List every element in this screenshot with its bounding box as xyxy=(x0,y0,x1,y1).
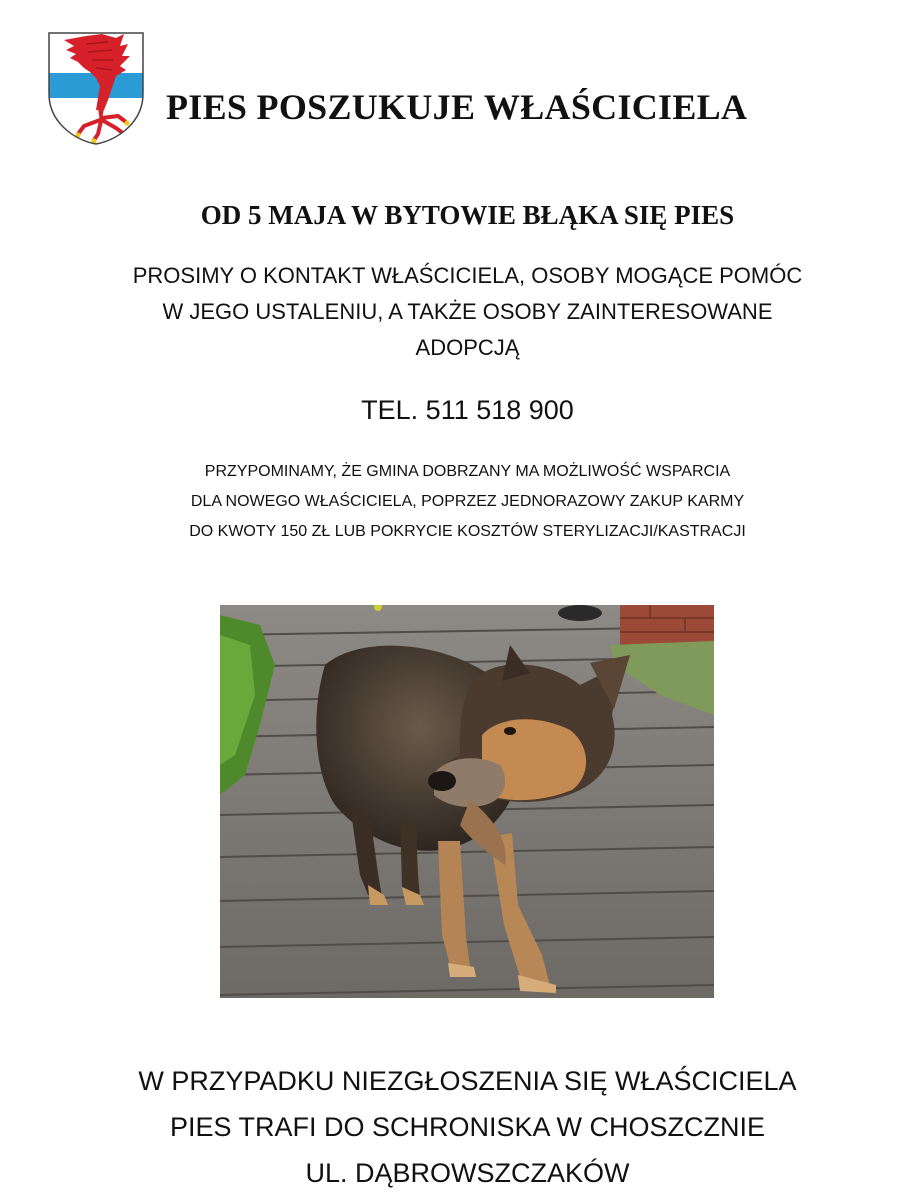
subtitle: OD 5 MAJA W BYTOWIE BŁĄKA SIĘ PIES xyxy=(200,200,735,230)
shelter-notice-line: PIES TRAFI DO SCHRONISKA W CHOSZCZNIE xyxy=(169,1112,766,1142)
support-reminder xyxy=(0,457,905,547)
phone-number: TEL. 511 518 900 xyxy=(361,395,574,425)
reminder-line: DLA NOWEGO WŁAŚCICIELA, POPRZEZ JEDNORAZOWY ZAKUP KARMY xyxy=(190,493,745,510)
crest-logo xyxy=(46,30,146,146)
dog-on-wooden-deck-image xyxy=(220,605,714,998)
shelter-notice-line: W PRZYPADKU NIEZGŁOSZENIA SIĘ WŁAŚCICIELA xyxy=(138,1066,797,1096)
shelter-notice-line: UL. DĄBROWSZCZAKÓW xyxy=(305,1158,630,1188)
contact-request xyxy=(0,258,905,366)
page-title: PIES POSZUKUJE WŁAŚCICIELA xyxy=(166,87,748,127)
reminder-line: PRZYPOMINAMY, ŻE GMINA DOBRZANY MA MOŻLIWOŚĆ WSPARCIA xyxy=(204,463,731,480)
contact-request-line: W JEGO USTALENIU, A TAKŻE OSOBY ZAINTERESOWANE xyxy=(162,299,773,324)
reminder-line: DO KWOTY 150 ZŁ LUB POKRYCIE KOSZTÓW STERYLIZACJI/KASTRACJI xyxy=(189,523,746,540)
coat-of-arms-icon xyxy=(46,30,146,146)
dog-photo xyxy=(220,605,714,998)
shelter-notice xyxy=(0,1058,905,1196)
contact-request-line: PROSIMY O KONTAKT WŁAŚCICIELA, OSOBY MOGĄCE POMÓC xyxy=(132,263,803,288)
contact-request-line: ADOPCJĄ xyxy=(415,335,520,360)
